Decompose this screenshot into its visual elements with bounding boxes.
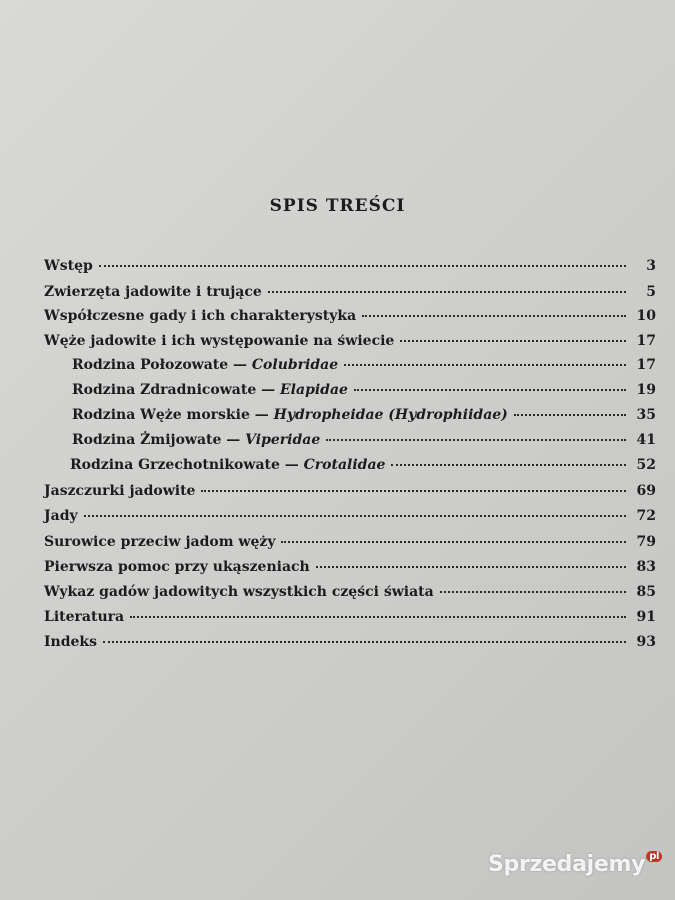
toc-page-number: 17 [636,333,656,349]
toc-page-number: 17 [636,357,656,373]
toc-label: Jady [44,508,78,524]
toc-entry [72,357,656,379]
dot-leader [103,641,626,643]
toc-entry [44,634,656,656]
dot-leader [344,364,626,366]
dot-leader [201,490,626,492]
toc-entry [72,432,656,454]
toc-page-number: 83 [636,559,656,575]
dot-leader [84,515,626,517]
sprzedajemy-watermark [488,852,662,877]
toc-entry [44,333,656,355]
toc-label: Indeks [44,634,98,650]
toc-label-italic: Colubridae [251,357,339,373]
toc-label: Wykaz gadów jadowitych wszystkich części świata [44,584,434,600]
toc-entry [44,308,656,330]
toc-page-number: 79 [636,534,656,550]
dot-leader [326,439,626,441]
toc-label-italic: Crotalidae [303,457,386,473]
toc-page-number: 85 [636,584,656,600]
toc-page-number: 19 [636,382,656,398]
toc-page-number: 91 [636,609,656,625]
toc-page-number: 10 [636,308,656,324]
toc-label: Rodzina Grzechotnikowate — [70,457,304,473]
toc-label: Węże jadowite i ich występowanie na świecie [44,333,395,349]
dot-leader [316,566,626,568]
toc-entry [70,457,656,479]
toc-entry [44,258,656,280]
dot-leader [281,541,626,543]
toc-page-number: 72 [636,508,656,524]
toc-entry [44,483,656,505]
toc-label: Jaszczurki jadowite [44,483,196,499]
toc-page-number: 35 [636,407,656,423]
toc-label: Literatura [44,609,125,625]
toc-label-italic: Elapidae [280,382,348,398]
dot-leader [268,291,626,293]
toc-entry [44,508,656,530]
dot-leader [391,464,626,466]
toc-page-number: 5 [646,284,656,300]
watermark-text: Sprzedajemy [488,852,646,877]
toc-entry [44,284,656,306]
toc-label: Rodzina Zdradnicowate — [72,382,281,398]
toc-entry [44,534,656,556]
watermark-badge: pl [646,851,662,862]
dot-leader [99,265,626,267]
dot-leader [514,414,626,416]
toc-entry [72,407,656,429]
page-title: SPIS TREŚCI [269,196,406,216]
toc-entry [44,609,656,631]
toc-label: Rodzina Połozowate — [72,357,252,373]
dot-leader [354,389,626,391]
toc-page-number: 69 [636,483,656,499]
toc-entry [44,584,656,606]
toc-page-number: 93 [636,634,656,650]
toc-label: Wstęp [44,258,93,274]
toc-entry [44,559,656,581]
dot-leader [362,315,626,317]
toc-label: Zwierzęta jadowite i trujące [44,284,262,300]
toc-page-number: 41 [636,432,656,448]
toc-label: Rodzina Żmijowate — [72,432,246,448]
dot-leader [130,616,626,618]
toc-label: Surowice przeciw jadom węży [44,534,276,550]
dot-leader [440,591,626,593]
toc-label: Rodzina Węże morskie — [72,407,274,423]
dot-leader [400,340,626,342]
toc-page-number: 52 [636,457,656,473]
toc-label: Współczesne gady i ich charakterystyka [44,308,357,324]
toc-page-number: 3 [646,258,656,274]
toc-label: Pierwsza pomoc przy ukąszeniach [44,559,310,575]
toc-label-italic: Hydropheidae (Hydrophiidae) [273,407,508,423]
toc-entry [72,382,656,404]
toc-label-italic: Viperidae [245,432,321,448]
